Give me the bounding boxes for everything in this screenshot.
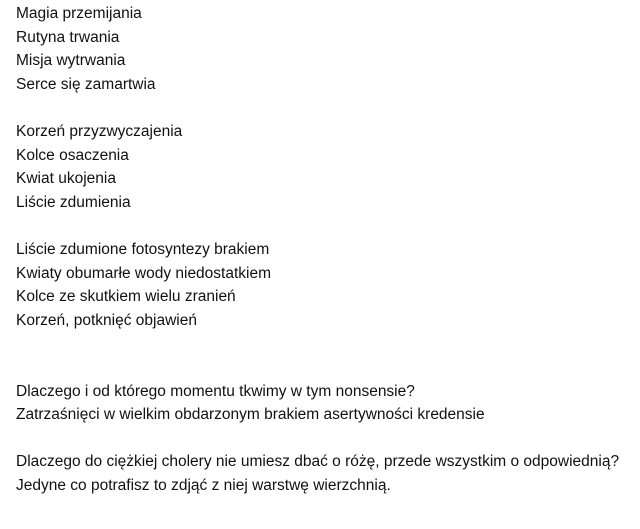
stanza-2	[16, 120, 634, 214]
poem-line: Kolce osaczenia	[16, 146, 129, 164]
stanza-5	[16, 450, 634, 497]
poem-line: Liście zdumione fotosyntezy brakiem	[16, 240, 270, 258]
poem-line: Liście zdumienia	[16, 193, 131, 211]
poem-line: Kwiat ukojenia	[16, 170, 116, 188]
stanza-1	[16, 2, 634, 96]
stanza-3	[16, 238, 634, 332]
poem-line: Kolce ze skutkiem wielu zranień	[16, 288, 236, 306]
stanza-4	[16, 380, 634, 427]
poem-line: Korzeń, potknięć objawień	[16, 311, 197, 329]
poem-line: Dlaczego i od którego momentu tkwimy w tym nonsensie?	[16, 382, 415, 400]
poem-line: Misja wytrwania	[16, 52, 126, 70]
poem-line: Zatrzaśnięci w wielkim obdarzonym brakiem asertywności kredensie	[16, 406, 485, 424]
poem-document	[16, 2, 634, 497]
poem-line: Jedyne co potrafisz to zdjąć z niej warstwę wierzchnią.	[16, 476, 391, 494]
poem-line: Dlaczego do ciężkiej cholery nie umiesz dbać o różę, przede wszystkim o odpowiednią?	[16, 453, 620, 471]
poem-line: Magia przemijania	[16, 5, 142, 22]
poem-line: Serce się zamartwia	[16, 75, 156, 93]
poem-line: Korzeń przyzwyczajenia	[16, 122, 183, 140]
poem-line: Kwiaty obumarłe wody niedostatkiem	[16, 264, 272, 282]
poem-line: Rutyna trwania	[16, 28, 120, 46]
